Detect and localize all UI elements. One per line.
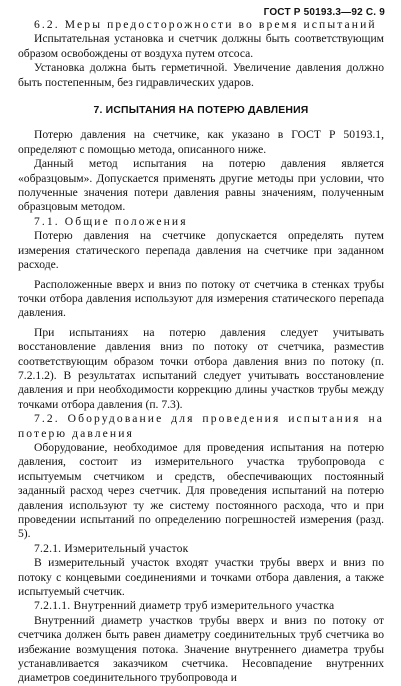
paragraph: 7.1. Общие положения [34, 214, 188, 228]
paragraph: Данный метод испытания на потерю давления является «образцовым». Допускается применять другие методы при условии, что полученные значения потери давления равны значениям, полученным образцовым методом. [18, 157, 384, 214]
paragraph: Расположенные вверх и вниз по потоку от счетчика в стенках трубы точки отбора давления используют для измерения статического перепада давления. [18, 277, 384, 320]
paragraph: В измерительный участок входят участки трубы вверх и вниз по потоку с концевыми соединениями и точками отбора давления, а также испытуемый счетчик. [18, 556, 384, 599]
paragraph: Оборудование, необходимое для проведения испытания на потерю давления, состоит из измерительного участка трубопровода с испытуемым счетчиком и средств, обеспечивающих постоянный заданный расход через счетчик. Для проведения испытаний на потерю давления используют ту же систему постоянного расхода, что и при проведении испытаний по определению погрешностей измерения (разд. 5). [18, 440, 384, 541]
page-header: ГОСТ Р 50193.3—92 С. 9 [263, 7, 385, 18]
paragraph: Потерю давления на счетчике, как указано в ГОСТ Р 50193.1, определяют с помощью метода, описанного ниже. [18, 128, 384, 156]
paragraph: 7.2. Оборудование для проведения испытания на потерю давления [18, 412, 384, 440]
paragraph: 7.2.1.1. Внутренний диаметр труб измерительного участка [34, 599, 335, 613]
paragraph: При испытаниях на потерю давления следует учитывать восстановление давления вниз по потоку от счетчика, разместив соответствующим образом точки отбора давления вниз по потоку (п. 7.2.1.2). В результатах испытаний следует учитывать восстановление давления и при необходимости коррекцию длины участков трубы между точками отбора давления (п. 7.3). [18, 325, 384, 411]
paragraph: Потерю давления на счетчике допускается определять путем измерения статического перепада давления на счетчике при заданном расходе. [18, 229, 384, 272]
paragraph: Установка должна быть герметичной. Увеличение давления должно быть постепенным, без гидравлических ударов. [18, 61, 384, 89]
paragraph: 6.2. Меры предосторожности во время испытаний [34, 18, 377, 31]
section-title: 7. ИСПЫТАНИЯ НА ПОТЕРЮ ДАВЛЕНИЯ [93, 105, 309, 117]
document-body [18, 18, 384, 686]
paragraph: Испытательная установка и счетчик должны быть соответствующим образом освобождены от воздуха путем отсоса. [18, 32, 384, 60]
paragraph: 7.2.1. Измерительный участок [34, 541, 189, 555]
paragraph: Внутренний диаметр участков трубы вверх и вниз по потоку от счетчика должен быть равен диаметру соединительных труб счетчика во избежание возмущения потока. Значение внутреннего диаметра трубы устанавливается заказчиком счетчика. Несовпадение внутренних диаметров соединительного трубопровода и [18, 613, 384, 685]
